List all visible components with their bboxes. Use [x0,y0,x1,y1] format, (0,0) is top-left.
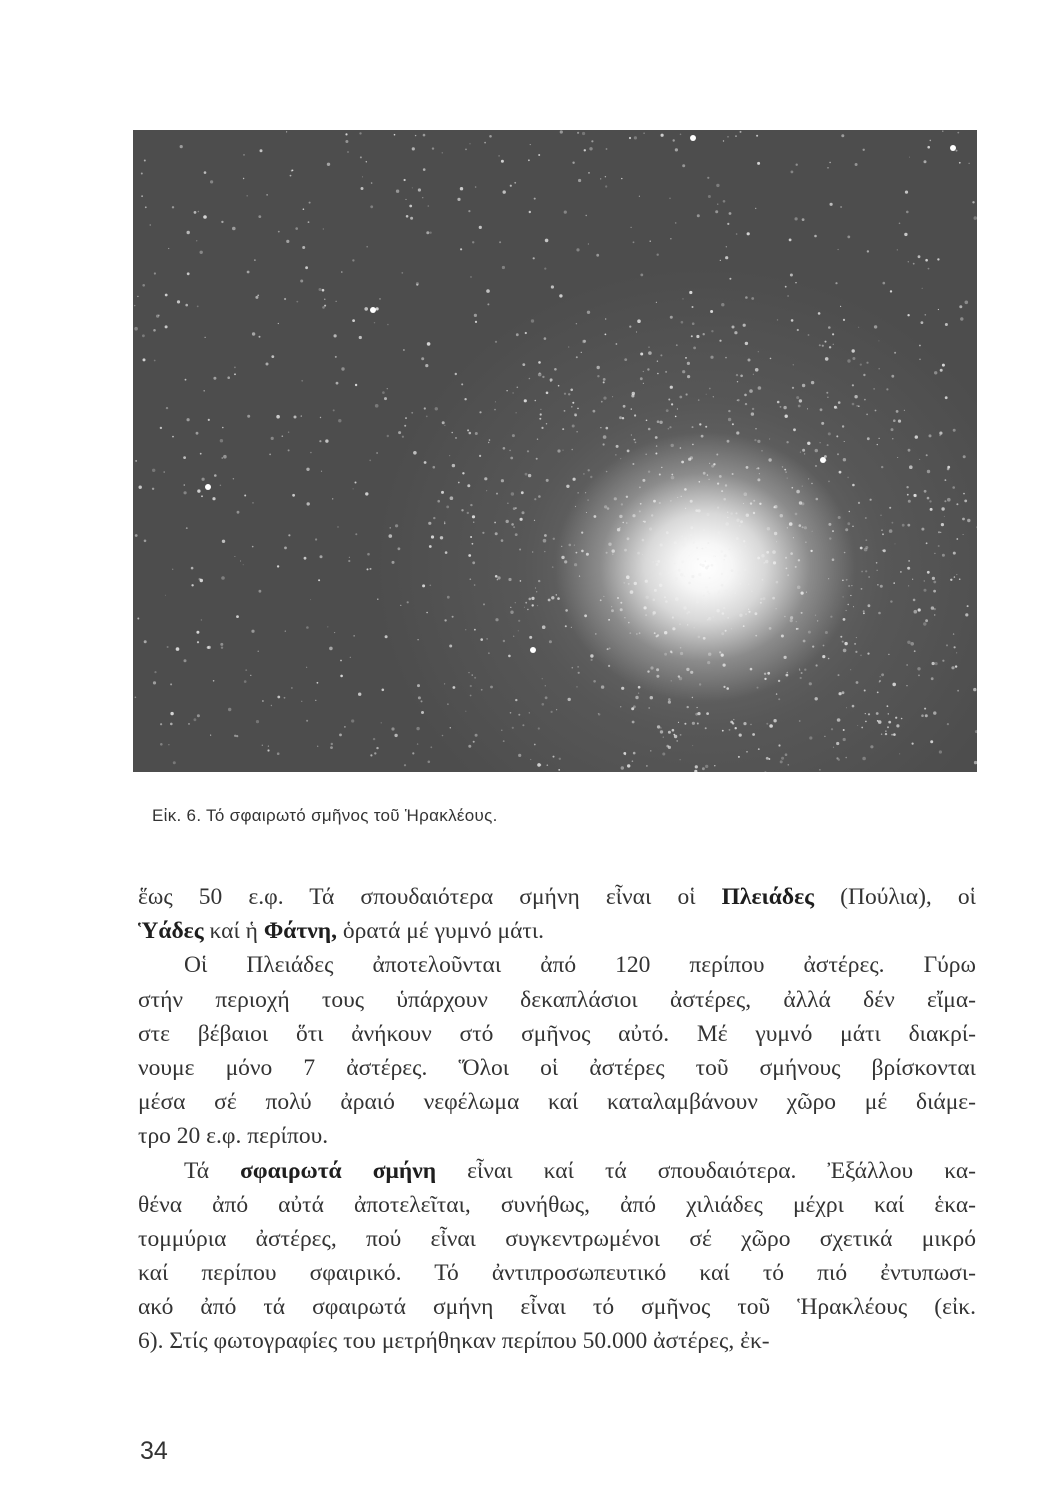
bold-term: σφαιρωτά σμήνη [240,1157,437,1184]
text-line: θένα ἀπό αὐτά ἀποτελεῖται, συνήθως, ἀπό χιλιάδες μέχρι καί ἑκα- [138,1191,976,1218]
text-line: ακό ἀπό τά σφαιρωτά σμήνη εἶναι τό σμῆνος τοῦ Ἡρακλέους (εἰκ. [138,1294,976,1321]
text-line: καί περίπου σφαιρικό. Τό ἀντιπροσωπευτικό καί τό πιό ἐντυπωσι- [138,1260,976,1287]
text-line: τομμύρια ἀστέρες, πού εἶναι συγκεντρωμένοι σέ χῶρο σχετικά μικρό [138,1225,976,1252]
text-line: νουμε μόνο 7 ἀστέρες. Ὅλοι οἱ ἀστέρες τοῦ σμήνους βρίσκονται [138,1054,976,1081]
text-line: στήν περιοχή τους ὑπάρχουν δεκαπλάσιοι ἀστέρες, ἀλλά δέν εἴμα- [138,986,976,1013]
text-line: 6). Στίς φωτογραφίες του μετρήθηκαν περίπου 50.000 ἀστέρες, ἐκ- [138,1328,770,1355]
body-text [138,880,976,1359]
text-line: Τά σφαιρωτά σμήνη εἶναι καί τά σπουδαιότερα. Ἐξάλλου κα- [184,1157,976,1184]
text-line: τρο 20 ε.φ. περίπου. [138,1123,329,1150]
bold-term: Πλειάδες [721,884,815,910]
text-line: μέσα σέ πολύ ἀραιό νεφέλωμα καί καταλαμβάνουν χῶρο μέ διάμε- [138,1089,976,1116]
text-line: ἕως 50 ε.φ. Τά σπουδαιότερα σμήνη εἶναι οἱ Πλειάδες (Πούλια), οἱ [138,884,977,910]
globular-cluster-photo [133,130,977,772]
bold-term: Φάτνη, [263,918,337,945]
star-field [133,130,977,772]
page-number: 34 [140,1437,168,1465]
text-line: Ὑάδες καί ἡ Φάτνη, ὁρατά μέ γυμνό μάτι. [138,918,545,945]
text-line: στε βέβαιοι ὅτι ἀνήκουν στό σμῆνος αὐτό. Μέ γυμνό μάτι διακρί- [138,1020,976,1047]
text-line: Οἱ Πλειάδες ἀποτελοῦνται ἀπό 120 περίπου ἀστέρες. Γύρω [184,952,976,979]
figure-caption: Εἰκ. 6. Τό σφαιρωτό σμῆνος τοῦ Ἡρακλέους. [152,806,498,825]
bold-term: Ὑάδες [138,918,204,945]
